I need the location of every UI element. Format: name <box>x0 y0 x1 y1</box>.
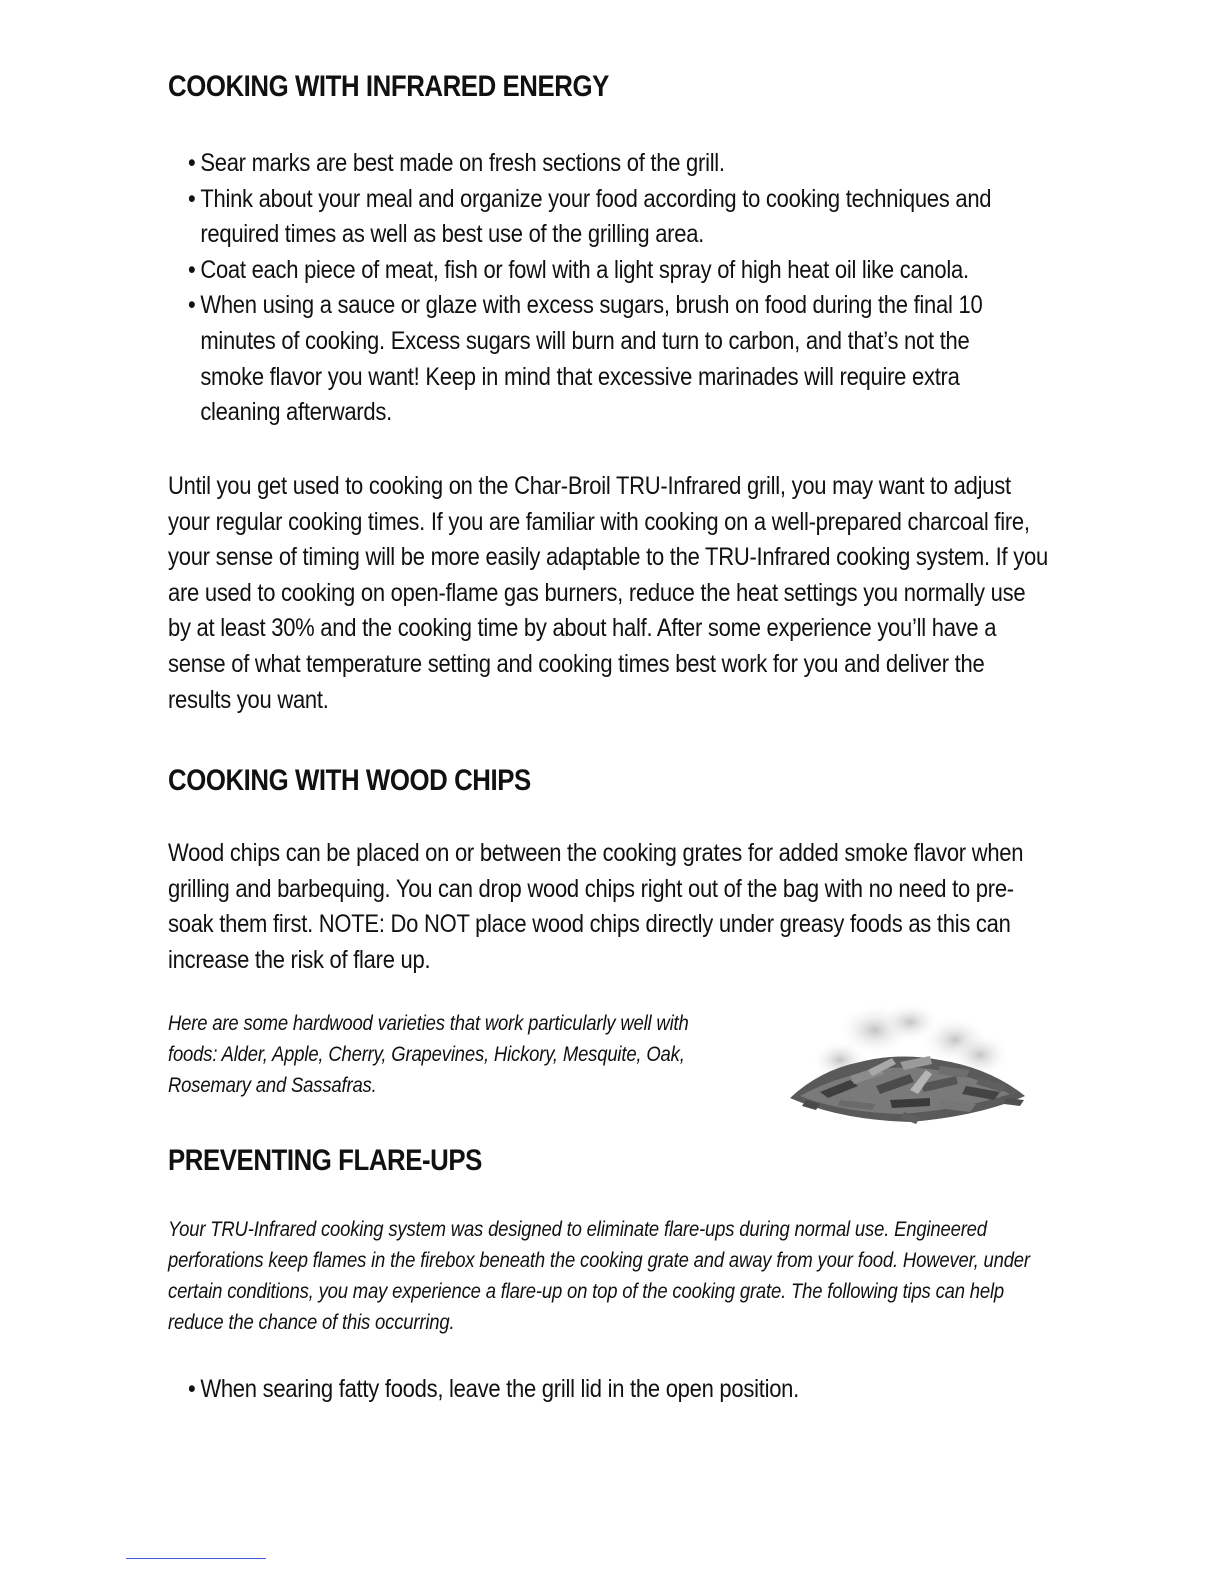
flareups-section <box>168 1144 1048 1178</box>
wood-chips-image <box>780 1000 1032 1132</box>
woodchips-section <box>168 764 1048 798</box>
infrared-paragraph-block <box>168 469 1048 718</box>
flareups-intro: Your TRU-Infrared cooking system was designed to eliminate flare-ups during normal use. Engineered perforations keep flames in the firebox beneath the cooking grate and away from your food. However, under certain conditions, you may experience a flare-up on top of the cooking grate. The following tips can help reduce the chance of this occurring. <box>168 1218 1030 1334</box>
bullet-text: Think about your meal and organize your food according to cooking techniques and required times as well as best use of the grilling area. <box>200 184 992 249</box>
bullet-text: When using a sauce or glaze with excess sugars, brush on food during the final 10 minutes of cooking. Excess sugars will burn and turn to carbon, and that’s not the smoke flavor you want! Keep in mind that excessive marinades will require extra cleaning afterwards. <box>200 291 983 427</box>
bullet-item <box>188 253 1033 289</box>
bullet-text: Sear marks are best made on fresh sections of the grill. <box>200 149 725 177</box>
bullet-item <box>188 288 1033 430</box>
bullet-text: Coat each piece of meat, fish or fowl with a light spray of high heat oil like canola. <box>200 255 969 284</box>
woodchips-note: Here are some hardwood varieties that work particularly well with foods: Alder, Apple, Cherry, Grapevines, Hickory, Mesquite, Oak, Rosemary and Sassafras. <box>168 1012 689 1097</box>
woodchips-heading: COOKING WITH WOOD CHIPS <box>168 764 531 797</box>
flareups-heading: PREVENTING FLARE-UPS <box>168 1144 482 1177</box>
infrared-paragraph: Until you get used to cooking on the Char-Broil TRU-Infrared grill, you may want to adjust your regular cooking times. If you are familiar with cooking on a well-prepared charcoal fire, your sense of timing will be more easily adaptable to the TRU-Infrared cooking system. If you are used to cooking on open-flame gas burners, reduce the heat settings you normally use by at least 30% and the cooking time by about half. After some experience you’ll have a sense of what temperature setting and cooking times best work for you and deliver the results you want. <box>168 472 1048 714</box>
infrared-section <box>168 70 1048 104</box>
woodchips-note-block <box>168 1008 768 1101</box>
flareups-bullet-list <box>188 1372 1033 1408</box>
flareups-bullets-block <box>188 1372 1068 1408</box>
flareups-intro-block <box>168 1214 1048 1338</box>
bullet-text: When searing fatty foods, leave the grill lid in the open position. <box>200 1375 800 1403</box>
woodchips-paragraph: Wood chips can be placed on or between the cooking grates for added smoke flavor when grilling and barbequing. You can drop wood chips right out of the bag with no need to pre-soak them first. NOTE: Do NOT place wood chips directly under greasy foods as this can increase the risk of flare up. <box>168 839 1024 974</box>
bullet-item <box>188 146 1033 182</box>
infrared-bullet-list <box>188 146 1033 431</box>
woodchips-paragraph-block <box>168 836 1048 978</box>
infrared-heading: COOKING WITH INFRARED ENERGY <box>168 70 609 103</box>
bullet-item <box>188 182 1033 253</box>
infrared-bullets-block <box>188 146 1068 431</box>
footer-link-underline[interactable] <box>126 1558 266 1559</box>
bullet-item <box>188 1372 1033 1408</box>
